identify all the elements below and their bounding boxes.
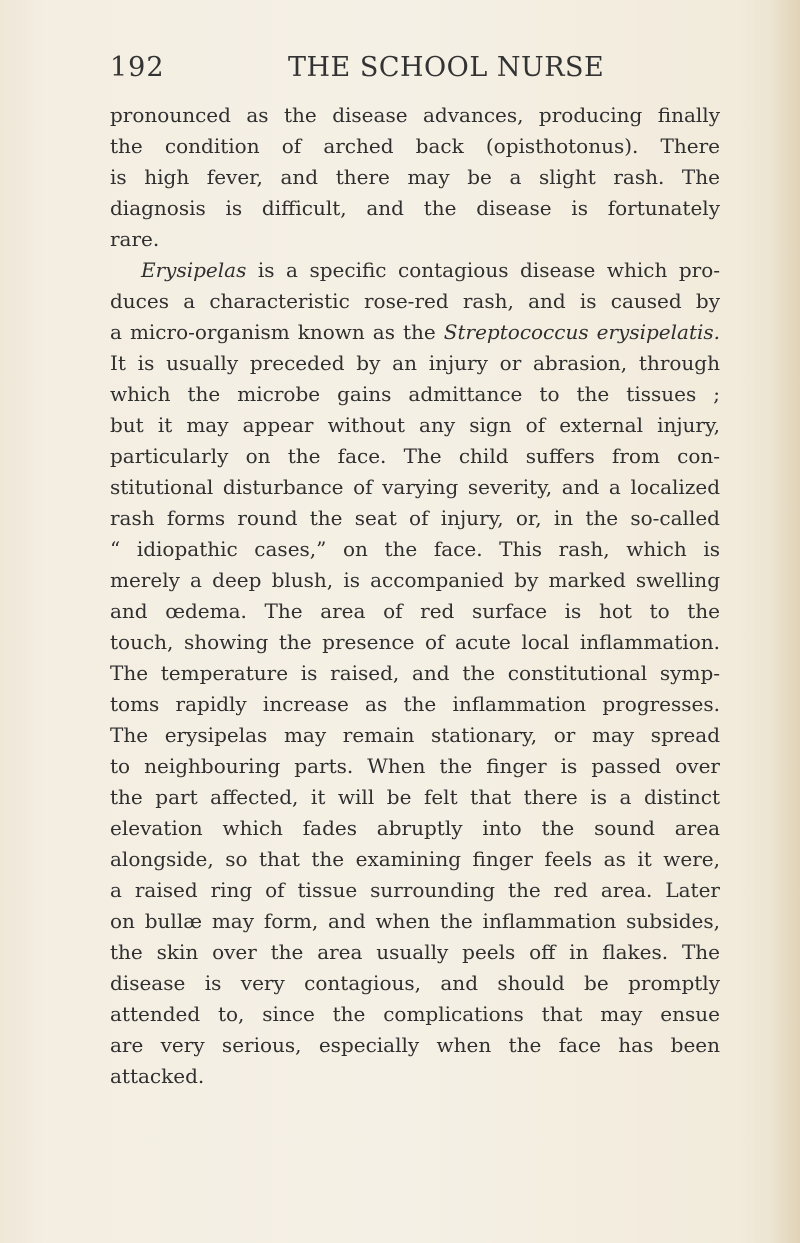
text-fragment: a micro-organism known as the	[110, 320, 444, 344]
running-head: THE SCHOOL NURSE	[288, 52, 605, 83]
text-line: but it may appear without any sign of external injury,	[110, 413, 720, 437]
text-fragment: is a specific contagious disease which pro-	[246, 258, 720, 282]
text-line: toms rapidly increase as the inflammation progresses.	[110, 692, 720, 716]
text-line: rash forms round the seat of injury, or, in the so-called	[110, 506, 720, 530]
page-header	[110, 52, 720, 92]
text-line: “ idiopathic cases,” on the face. This rash, which is	[110, 537, 720, 561]
text-line: on bullæ may form, and when the inflammation subsides,	[110, 909, 720, 933]
text-line: a raised ring of tissue surrounding the red area. Later	[110, 878, 720, 902]
text-line: the part affected, it will be felt that there is a distinct	[110, 785, 720, 809]
text-line: are very serious, especially when the face has been	[110, 1033, 720, 1057]
text-line: the condition of arched back (opisthotonus). There	[110, 134, 720, 158]
term-erysipelas: Erysipelas	[141, 258, 247, 282]
body-text	[110, 100, 720, 1092]
text-line: It is usually preceded by an injury or abrasion, through	[110, 351, 720, 375]
text-line: The temperature is raised, and the constitutional symp-	[110, 661, 720, 685]
text-line: particularly on the face. The child suffers from con-	[110, 444, 720, 468]
text-line: diagnosis is difficult, and the disease is fortunately	[110, 196, 720, 220]
text-line: disease is very contagious, and should be promptly	[110, 971, 720, 995]
text-line: attended to, since the complications that may ensue	[110, 1002, 720, 1026]
text-line: touch, showing the presence of acute local inflammation.	[110, 630, 720, 654]
text-line: rare.	[110, 227, 160, 251]
text-line: attacked.	[110, 1064, 205, 1088]
page-number: 192	[110, 52, 165, 83]
text-line	[110, 255, 720, 286]
text-line	[110, 317, 720, 348]
text-line: which the microbe gains admittance to the tissues ;	[110, 382, 720, 406]
text-line: the skin over the area usually peels off in flakes. The	[110, 940, 720, 964]
text-line: merely a deep blush, is accompanied by marked swelling	[110, 568, 720, 592]
text-line: to neighbouring parts. When the finger is passed over	[110, 754, 720, 778]
text-line: elevation which fades abruptly into the sound area	[110, 816, 720, 840]
text-line: stitutional disturbance of varying severity, and a localized	[110, 475, 720, 499]
text-line: duces a characteristic rose-red rash, and is caused by	[110, 289, 720, 313]
text-line: and œdema. The area of red surface is hot to the	[110, 599, 720, 623]
term-streptococcus: Streptococcus erysipelatis.	[443, 320, 720, 344]
text-line: is high fever, and there may be a slight rash. The	[110, 165, 720, 189]
text-line: The erysipelas may remain stationary, or may spread	[110, 723, 720, 747]
text-line: alongside, so that the examining finger feels as it were,	[110, 847, 720, 871]
text-line: pronounced as the disease advances, producing finally	[110, 103, 720, 127]
page-edge-shadow	[770, 0, 800, 1243]
